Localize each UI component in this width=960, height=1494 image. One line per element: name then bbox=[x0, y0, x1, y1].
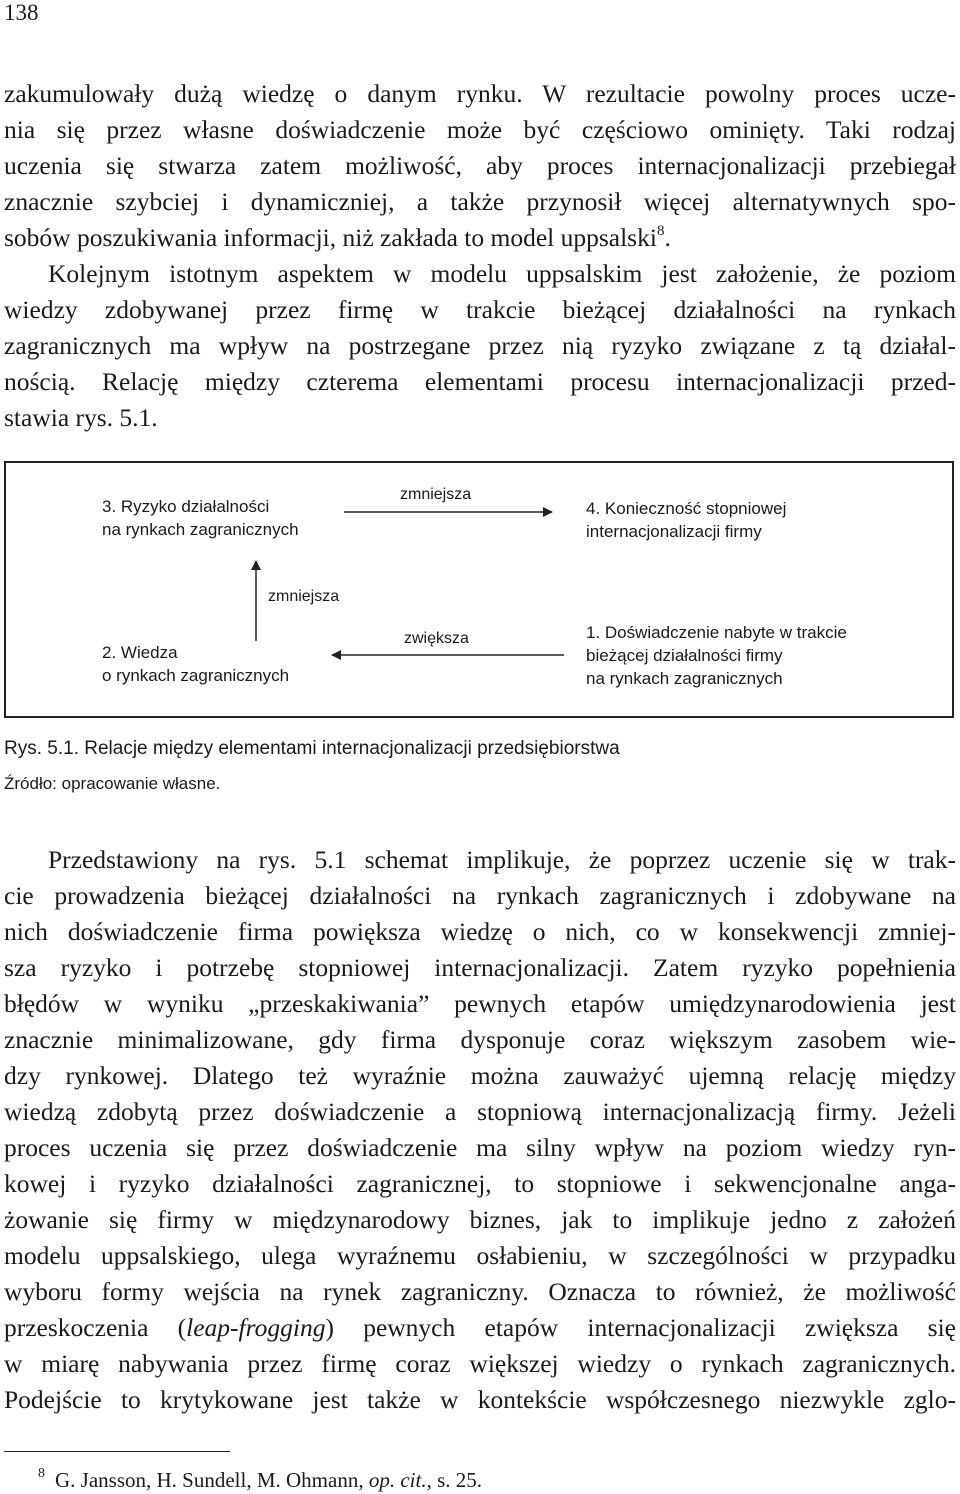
text-line: żowanie się firmy w międzynarodowy biznes, jak to implikuje jedno z założeń bbox=[4, 1205, 956, 1234]
text-line: Podejście to krytykowane jest także w kontekście współczesnego niezwykle zglo- bbox=[4, 1385, 956, 1414]
page-number: 138 bbox=[4, 0, 39, 25]
footnote-separator bbox=[4, 1451, 230, 1452]
node-knowledge bbox=[102, 641, 289, 687]
text-line-part: ) pewnych etapów internacjonalizacji zwiększa się bbox=[325, 1313, 956, 1342]
node-risk bbox=[102, 495, 299, 541]
text-line: znacznie szybciej i dynamiczniej, a także przynosił więcej alternatywnych spo- bbox=[4, 187, 956, 216]
text-line-part: przeskoczenia ( bbox=[4, 1313, 187, 1342]
figure-caption: Rys. 5.1. Relacje między elementami internacjonalizacji przedsiębiorstwa bbox=[4, 738, 620, 759]
figure-source: Źródło: opracowanie własne. bbox=[4, 774, 221, 793]
node-gradual-internationalization bbox=[586, 497, 786, 543]
text-line: cie prowadzenia bieżącej działalności na rynkach zagranicznych i zdobywane na bbox=[4, 881, 956, 910]
node-line: na rynkach zagranicznych bbox=[102, 520, 299, 539]
edge-label-increases: zwiększa bbox=[404, 630, 469, 647]
text-line: Przedstawiony na rys. 5.1 schemat implikuje, że poprzez uczenie się w trak- bbox=[48, 845, 956, 874]
node-line: internacjonalizacji firmy bbox=[586, 522, 762, 541]
text-line: sza ryzyko i potrzebę stopniowej internacjonalizacji. Zatem ryzyko popełnienia bbox=[4, 953, 956, 982]
text-line: Kolejnym istotnym aspektem w modelu uppsalskim jest założenie, że poziom bbox=[48, 259, 956, 288]
text-line: uczenia się stwarza zatem możliwość, aby proces internacjonalizacji przebiegał bbox=[4, 151, 956, 180]
footnote bbox=[38, 1463, 482, 1493]
footnote-reference[interactable]: 8 bbox=[656, 222, 665, 239]
text-line: wiedzy zdobywanej przez firmę w trakcie bieżącej działalności na rynkach bbox=[4, 295, 956, 324]
text-line: nich doświadczenie firma powiększa wiedzę o nich, co w konsekwencji zmniej- bbox=[4, 917, 956, 946]
paragraph-1 bbox=[4, 76, 956, 436]
node-experience bbox=[586, 621, 847, 690]
text-line: wyboru formy wejścia na rynek zagraniczny. Oznacza to również, że możliwość bbox=[4, 1277, 956, 1306]
italic-term: leap-frogging bbox=[186, 1313, 326, 1342]
node-line: na rynkach zagranicznych bbox=[586, 669, 783, 688]
text-line: znacznie minimalizowane, gdy firma dysponuje coraz większym zasobem wie- bbox=[4, 1025, 956, 1054]
text-line: błędów w wyniku „przeskakiwania” pewnych etapów umiędzynarodowienia jest bbox=[4, 989, 956, 1018]
text-line: zagranicznych ma wpływ na postrzegane przez nią ryzyko związane z tą działal- bbox=[4, 331, 956, 360]
text-line: stawia rys. 5.1. bbox=[4, 403, 158, 432]
text-line bbox=[4, 1310, 956, 1346]
paragraph-2 bbox=[4, 842, 956, 1418]
node-line: 4. Konieczność stopniowej bbox=[586, 499, 787, 518]
text-line: nia się przez własne doświadczenie może być częściowo ominięty. Taki rodzaj bbox=[4, 115, 956, 144]
footnote-authors: G. Jansson, H. Sundell, M. Ohmann, bbox=[55, 1468, 369, 1492]
text-line: modelu uppsalskiego, ulega wyraźnemu osłabieniu, w szczególności w przypadku bbox=[4, 1241, 956, 1270]
footnote-page: , s. 25. bbox=[426, 1468, 483, 1492]
footnote-op-cit: op. cit. bbox=[368, 1468, 427, 1492]
edge-label-decreases-1: zmniejsza bbox=[400, 486, 472, 503]
text-line-part: . bbox=[664, 223, 671, 252]
text-line: nością. Relację między czterema elementami procesu internacjonalizacji przed- bbox=[4, 367, 956, 396]
node-line: 2. Wiedza bbox=[102, 643, 178, 662]
text-line: dzy rynkowej. Dlatego też wyraźnie można zauważyć ujemną relację między bbox=[4, 1061, 956, 1090]
footnote-mark: 8 bbox=[38, 1466, 45, 1481]
edge-label-decreases-2: zmniejsza bbox=[268, 588, 340, 605]
text-line: zakumulowały dużą wiedzę o danym rynku. W rezultacie powolny proces ucze- bbox=[4, 79, 956, 108]
text-line: wiedzą zdobytą przez doświadczenie a stopniową internacjonalizacją firmy. Jeżeli bbox=[4, 1097, 956, 1126]
text-line-part: sobów poszukiwania informacji, niż zakłada to model uppsalski bbox=[4, 223, 657, 252]
text-line: proces uczenia się przez doświadczenie ma silny wpływ na poziom wiedzy ryn- bbox=[4, 1133, 956, 1162]
node-line: 1. Doświadczenie nabyte w trakcie bbox=[586, 623, 847, 642]
text-line: kowej i ryzyko działalności zagranicznej, to stopniowe i sekwencjonalne anga- bbox=[4, 1169, 956, 1198]
text-line: w miarę nabywania przez firmę coraz większej wiedzy o rynkach zagranicznych. bbox=[4, 1349, 956, 1378]
figure-diagram bbox=[4, 461, 954, 718]
text-line bbox=[4, 220, 956, 256]
node-line: o rynkach zagranicznych bbox=[102, 666, 290, 685]
node-line: 3. Ryzyko działalności bbox=[102, 497, 270, 516]
node-line: bieżącej działalności firmy bbox=[586, 646, 783, 665]
